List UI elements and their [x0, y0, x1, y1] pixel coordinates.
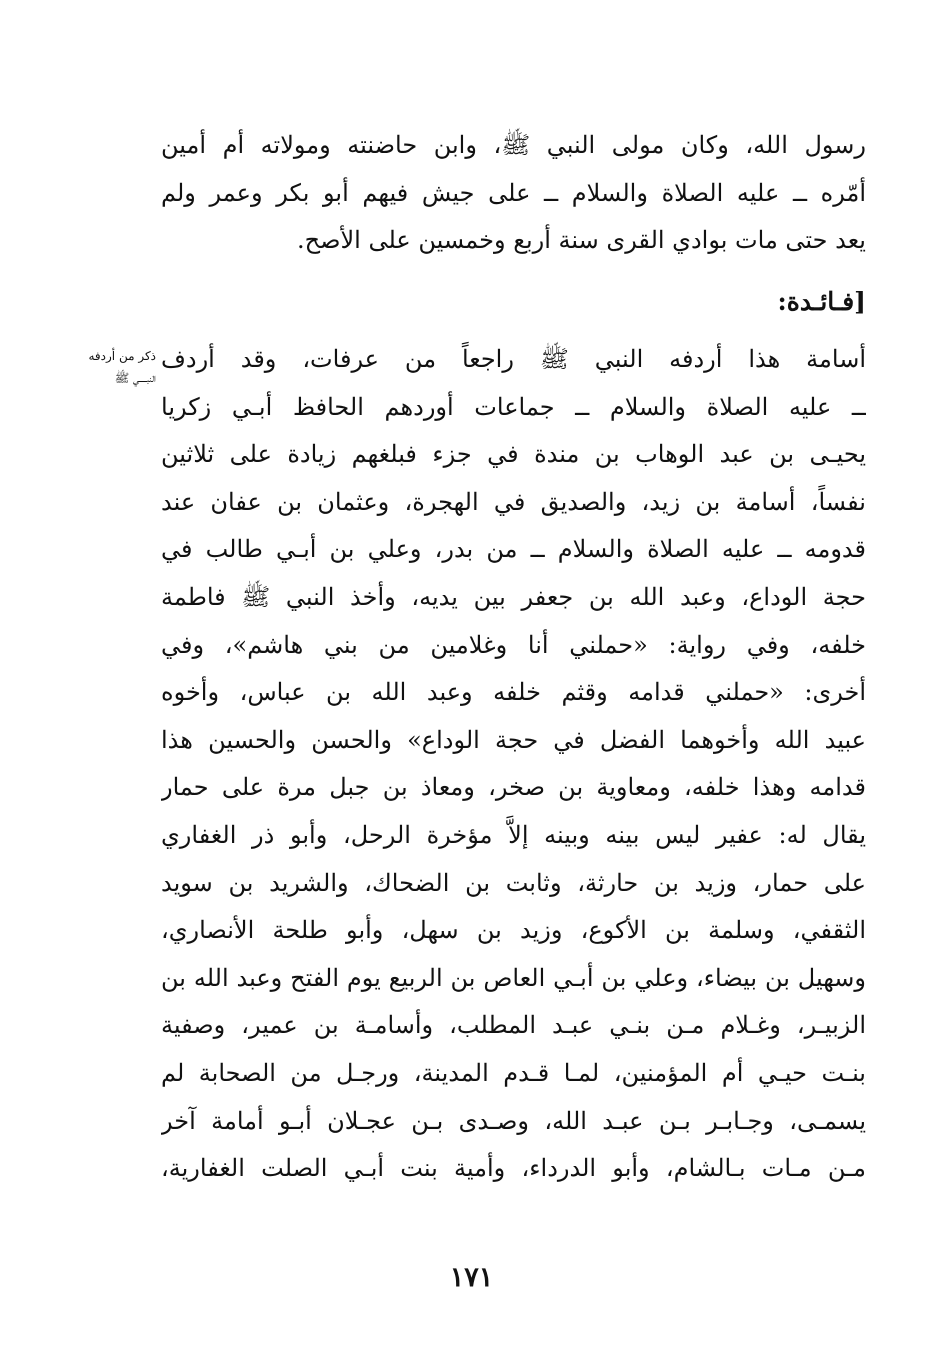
- body-line: على حمار، وزيد بن حارثة، وثابت بن الضحاك، والشريد بن سويد: [161, 868, 866, 897]
- body-line: قدومه ــ عليه الصلاة والسلام ــ من بدر، وعلي بن أبـي طالب في: [161, 535, 866, 564]
- body-line: بنـت حيـي أم المؤمنين، لمـا قـدم المدينة، ورجـل من الصحابة لم: [161, 1058, 866, 1087]
- body-line: يحيـى بن عبد الوهاب بن مندة في جزء فبلغهم زيادة على ثلاثين: [161, 440, 866, 469]
- body-line: حجة الوداع، وعبد الله بن جعفر بين يديه، وأخذ النبي ﷺ فاطمة: [161, 582, 866, 611]
- body-line: يقال له: عفير ليس بينه وبينه إلاَّ مؤخرة الرحل، وأبو ذر الغفاري: [161, 820, 866, 849]
- body-line: وسهيل بن بيضاء، وعلي بن أبـي العاص بن الربيع يوم الفتح وعبد الله بن: [161, 963, 866, 992]
- body-line: يسمـى، وجـابـر بـن عبـد الله، وصـدى بـن عجـلان أبـو أمامة آخر: [161, 1106, 866, 1135]
- margin-note-line: ذكر من أردفه: [88, 349, 156, 363]
- intro-line: رسول الله، وكان مولى النبي ﷺ، وابن حاضنته ومولاته أم أمين: [161, 131, 866, 159]
- intro-paragraph: [161, 122, 866, 265]
- intro-line: يعد حتى مات بوادي القرى سنة أربع وخمسين على الأصح.: [296, 226, 866, 255]
- body-line: مـن مـات بـالشام، وأبو الدرداء، وأمية بنت أبـي الصلت الغفارية،: [161, 1154, 866, 1183]
- body-line: ــ عليه الصلاة والسلام ــ جماعات أوردهم الحافظ أبـي زكريا: [161, 392, 866, 421]
- body-line: عبيد الله وأخوهما الفضل في حجة الوداع» والحسن والحسين هذا: [161, 725, 866, 754]
- body-line: الزبيـر، وغـلام مـن بنـي عبـد المطلب، وأسامـة بن عمير، وصفية: [161, 1011, 866, 1040]
- body-line: أخرى: «حملني قدامه وقثم خلفه وعبد الله بن عباس، وأخوه: [161, 678, 866, 707]
- page-number: ١٧١: [449, 1262, 494, 1293]
- body-line: أسامة هذا أردفه النبي ﷺ راجعاً من عرفات، وقد أردف: [161, 345, 866, 373]
- margin-note: [66, 345, 156, 389]
- intro-line: أمّره ــ عليه الصلاة والسلام ــ على جيش فيهم أبو بكر وعمر ولم: [161, 178, 866, 207]
- body-line: نفساً، أسامة بن زيد، والصديق في الهجرة، وعثمان بن عفان عند: [161, 487, 866, 516]
- body-line: خلفه، وفي رواية: «حملني أنا وغلامين من بني هاشم»، وفي: [161, 630, 866, 659]
- body-line: الثقفي، وسلمة بن الأكوع، وزيد بن سهل، وأبو طلحة الأنصاري،: [161, 916, 866, 945]
- body-paragraph: [161, 336, 866, 1193]
- section-heading: [فـائـدة:: [777, 287, 866, 316]
- body-line: قدامه وهذا خلفه، ومعاوية بن صخر، ومعاذ بن جبل مرة على حمار: [161, 773, 866, 802]
- margin-note-line: النبـــــي ﷺ: [114, 371, 156, 385]
